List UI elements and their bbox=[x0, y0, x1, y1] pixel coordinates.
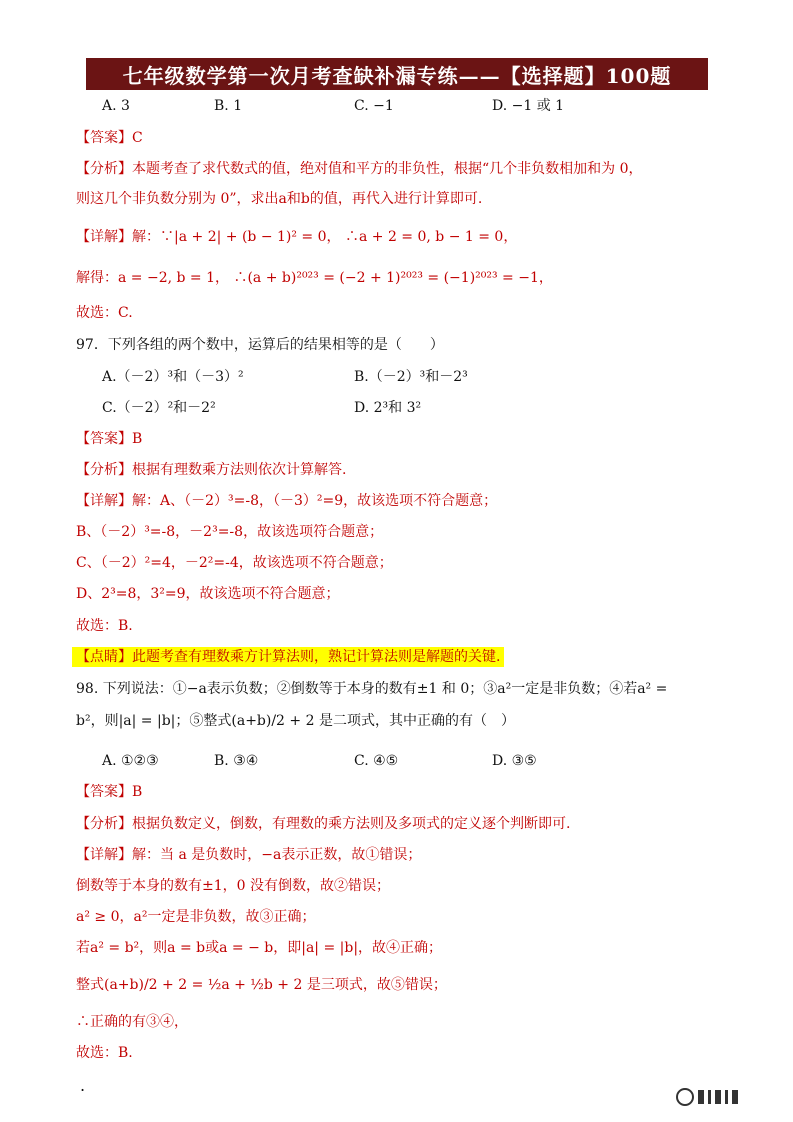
q98-conclusion: 故选：B. bbox=[76, 1045, 133, 1061]
q97-answer: 【答案】B bbox=[76, 431, 143, 447]
q97-option-b: B.（－2）³和－2³ bbox=[354, 369, 468, 385]
bar-icon bbox=[725, 1090, 728, 1104]
q98-detail-line-3: a² ≥ 0，a²一定是非负数，故③正确； bbox=[76, 909, 316, 925]
q96-analysis-line-1: 【分析】本题考查了求代数式的值，绝对值和平方的非负性，根据“几个非负数相加和为 0， bbox=[76, 161, 643, 177]
q97-tip: 【点睛】此题考查有理数乘方计算法则，熟记计算法则是解题的关键. bbox=[76, 647, 763, 667]
q98-analysis: 【分析】根据负数定义，倒数，有理数的乘方法则及多项式的定义逐个判断即可. bbox=[76, 816, 571, 832]
q96-option-b: B. 1 bbox=[214, 98, 243, 114]
q98-option-c: C. ④⑤ bbox=[354, 753, 399, 769]
q97-conclusion: 故选：B. bbox=[76, 618, 133, 634]
q98-detail-line-6: ∴正确的有③④， bbox=[76, 1014, 188, 1030]
page-title: 七年级数学第一次月考查缺补漏专练——【选择题】100题 bbox=[86, 58, 708, 90]
q96-detail-line-2: 解得：a = −2, b = 1， ∴(a + b)²⁰²³ = (−2 + 1)²⁰²³ = (−1)²⁰²³ = −1， bbox=[76, 270, 553, 286]
q97-option-c: C.（－2）²和－2² bbox=[102, 400, 216, 416]
q96-detail-line-1: 【详解】解：∵|a + 2| + (b − 1)² = 0， ∴a + 2 = 0, b − 1 = 0， bbox=[76, 229, 518, 245]
q97-detail-line-4: D、2³=8，3²=9，故该选项不符合题意； bbox=[76, 586, 340, 602]
q96-option-d: D. −1 或 1 bbox=[492, 98, 565, 114]
q98-stem-line-2: b²，则|a| = |b|；⑤整式(a+b)/2 + 2 是二项式，其中正确的有（ ） bbox=[76, 713, 515, 729]
q98-stem-line-1: 98. 下列说法：①−a表示负数；②倒数等于本身的数有±1 和 0；③a²一定是非负数；④若a² = bbox=[76, 681, 668, 697]
q98-detail-line-2: 倒数等于本身的数有±1，0 没有倒数，故②错误； bbox=[76, 878, 390, 894]
q96-analysis-line-2: 则这几个非负数分别为 0”，求出a和b的值，再代入进行计算即可. bbox=[76, 191, 483, 207]
q96-conclusion: 故选：C. bbox=[76, 305, 133, 321]
circle-icon bbox=[676, 1088, 694, 1106]
q98-detail-line-4: 若a² = b²，则a = b或a = − b，即|a| = |b|，故④正确； bbox=[76, 940, 443, 956]
q98-answer: 【答案】B bbox=[76, 784, 143, 800]
bar-icon bbox=[708, 1090, 711, 1104]
bar-icon bbox=[698, 1090, 704, 1104]
bar-icon bbox=[732, 1090, 738, 1104]
bar-icon bbox=[715, 1090, 721, 1104]
q96-option-a: A. 3 bbox=[102, 98, 130, 114]
q98-option-b: B. ③④ bbox=[214, 753, 259, 769]
q97-option-a: A.（－2）³和（－3）² bbox=[102, 369, 244, 385]
q98-detail-line-5: 整式(a+b)/2 + 2 = ½a + ½b + 2 是三项式，故⑤错误； bbox=[76, 977, 447, 993]
watermark-logo bbox=[676, 1088, 738, 1106]
q96-option-c: C. −1 bbox=[354, 98, 394, 114]
q97-stem: 97．下列各组的两个数中，运算后的结果相等的是（ ） bbox=[76, 337, 444, 353]
q97-analysis: 【分析】根据有理数乘方法则依次计算解答. bbox=[76, 462, 347, 478]
q98-option-a: A. ①②③ bbox=[102, 753, 159, 769]
q98-detail-line-1: 【详解】解：当 a 是负数时，−a表示正数，故①错误； bbox=[76, 847, 422, 863]
q98-option-d: D. ③⑤ bbox=[492, 753, 537, 769]
q97-detail-line-3: C、（－2）²=4，－2²=-4，故该选项不符合题意； bbox=[76, 555, 393, 571]
q96-answer: 【答案】C bbox=[76, 130, 143, 146]
q97-detail-line-1: 【详解】解：A、（－2）³=-8，（－3）²=9，故该选项不符合题意； bbox=[76, 493, 498, 509]
trailing-dot: . bbox=[80, 1076, 86, 1095]
q97-option-d: D. 2³和 3² bbox=[354, 400, 422, 416]
q97-detail-line-2: B、（－2）³=-8，－2³=-8，故该选项符合题意； bbox=[76, 524, 384, 540]
